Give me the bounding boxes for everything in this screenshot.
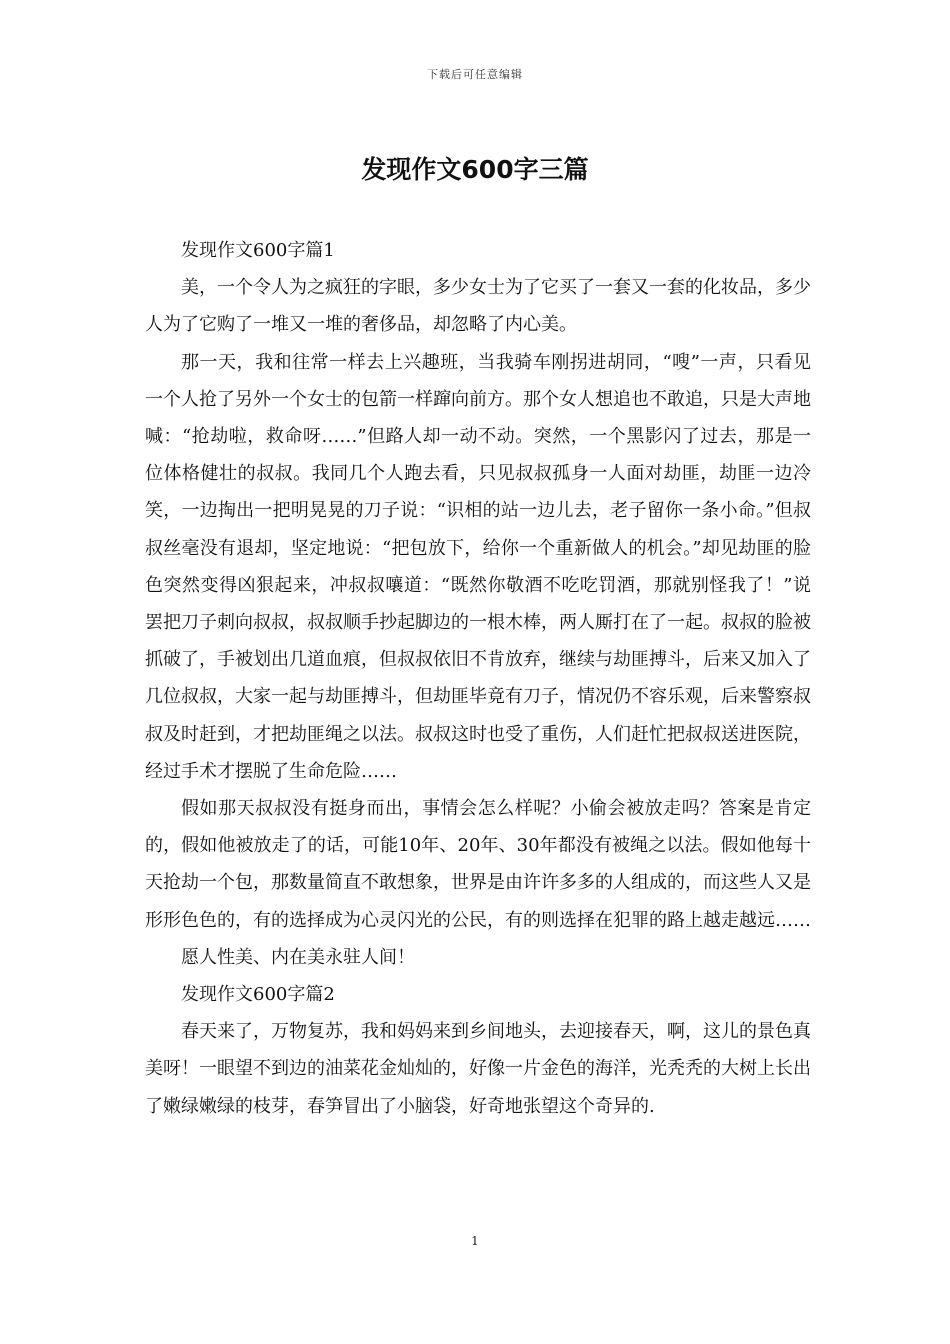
page-number: 1 bbox=[471, 1234, 479, 1248]
body-paragraph: 春天来了，万物复苏，我和妈妈来到乡间地头，去迎接春天，啊，这儿的景色真美呀！一眼望不到边的油菜花金灿灿的，好像一片金色的海洋，光秃秃的大树上长出了嫩绿嫩绿的枝芽，春笋冒出了小脑袋，好奇地张望这个奇异的. bbox=[145, 1021, 811, 1117]
document-title: 发现作文600字三篇 bbox=[361, 155, 589, 184]
body-paragraph: 愿人性美、内在美永驻人间！ bbox=[181, 946, 415, 968]
section-heading-1: 发现作文600字篇1 bbox=[181, 240, 335, 261]
section-heading-2: 发现作文600字篇2 bbox=[181, 984, 335, 1006]
body-paragraph: 那一天，我和往常一样去上兴趣班，当我骑车刚拐进胡同，“嗖”一声，只看见一个人抢了另外一个女士的包箭一样蹿向前方。那个女人想追也不敢追，只是大声地喊：“抢劫啦，救命呀……”但路人却一动不动。突然，一个黑影闪了过去，那是一位体格健壮的叔叔。我同几个人跑去看，只见叔叔孤身一人面对劫匪，劫匪一边冷笑，一边掏出一把明晃晃的刀子说：“识相的站一边儿去，老子留你一条小命。”但叔叔丝毫没有退却，坚定地说：“把包放下，给你一个重新做人的机会。”却见劫匪的脸色突然变得凶狠起来，冲叔叔嚷道：“既然你敬酒不吃吃罚酒，那就别怪我了！”说罢把刀子刺向叔叔，叔叔顺手抄起脚边的一根木棒，两人厮打在了一起。叔叔的脸被抓破了，手被划出几道血痕，但叔叔依旧不肯放弃，继续与劫匪搏斗，后来又加入了几位叔叔，大家一起与劫匪搏斗，但劫匪毕竟有刀子，情况仍不容乐观，后来警察叔叔及时赶到，才把劫匪绳之以法。叔叔这时也受了重伤，人们赶忙把叔叔送进医院，经过手术才摆脱了生命危险…… bbox=[145, 351, 811, 782]
body-paragraph: 美，一个令人为之疯狂的字眼，多少女士为了它买了一套又一套的化妆品，多少人为了它购了一堆又一堆的奢侈品，却忽略了内心美。 bbox=[145, 277, 811, 336]
document-body bbox=[145, 232, 811, 1125]
header-note: 下载后可任意编辑 bbox=[427, 68, 523, 81]
body-paragraph: 假如那天叔叔没有挺身而出，事情会怎么样呢？小偷会被放走吗？答案是肯定的，假如他被放走了的话，可能10年、20年、30年都没有被绳之以法。假如他每十天抢劫一个包，那数量简直不敢想象，世界是由许许多多的人组成的，而这些人又是形形色色的，有的选择成为心灵闪光的公民，有的则选择在犯罪的路上越走越远…… bbox=[145, 798, 811, 931]
